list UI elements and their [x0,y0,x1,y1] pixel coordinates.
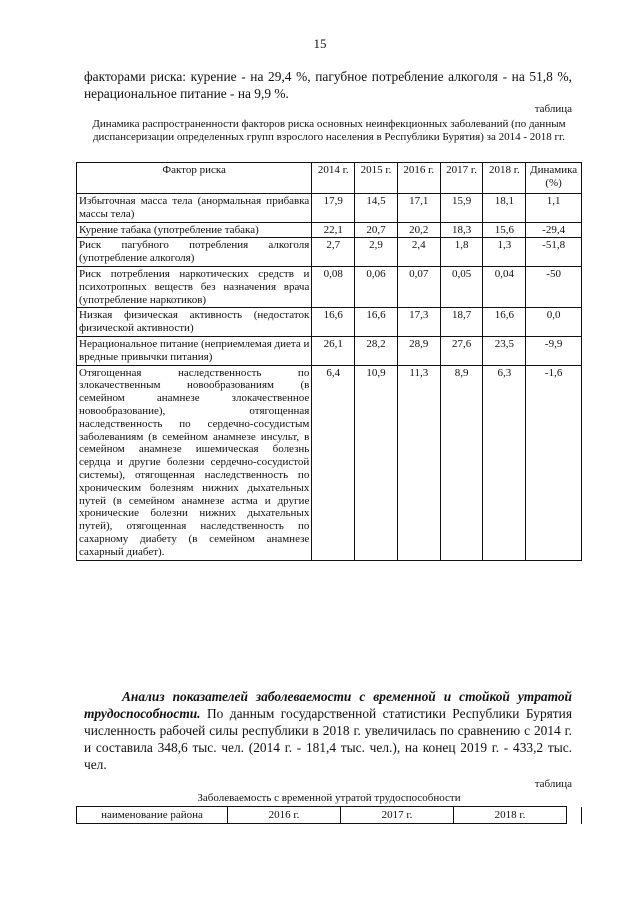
year-value-cell: 2,4 [397,238,440,267]
page-number: 15 [313,36,327,51]
year-value-cell: 18,3 [440,222,483,238]
table-row [77,308,582,337]
table-row [77,194,582,223]
risk-factor-name: Избыточная масса тела (анормальная прибавка массы тела) [77,194,312,223]
year-value-cell: 15,9 [440,194,483,223]
year-value-cell: 18,7 [440,308,483,337]
year-value-cell: 28,9 [397,336,440,365]
header-cell-empty [567,807,582,824]
risk-factor-name: Риск пагубного потребления алкоголя (употребление алкоголя) [77,238,312,267]
year-value-cell: 14,5 [355,194,398,223]
header-cell: 2017 г. [341,807,454,824]
table-row [77,222,582,238]
year-value-cell: 10,9 [355,365,398,560]
year-value-cell: 8,9 [440,365,483,560]
table2-caption: Заболеваемость с временной утратой трудоспособности [197,792,461,804]
analysis-paragraph [84,688,572,773]
table-row [77,266,582,307]
year-value-cell: 28,2 [355,336,398,365]
dynamics-cell: -29,4 [526,222,582,238]
year-value-cell: 26,1 [312,336,355,365]
dynamics-cell: -9,9 [526,336,582,365]
table-row [77,336,582,365]
header-cell: Фактор риска [77,163,312,194]
year-value-cell: 17,3 [397,308,440,337]
year-value-cell: 23,5 [483,336,526,365]
analysis-text: По данным государственной статистики Республики Бурятия численность рабочей силы республики в 2018 г. увеличилась по сравнению с 2014 г. и составила 348,6 тыс. чел. (2014 г. - 181,4 тыс. чел.), на конец 2019 г. - 433,2 тыс. чел. [84,706,572,772]
risk-factor-name: Отягощенная наследственность по злокачественным новообразованиям (в семейном анамнезе злокачественное новообразование), отягощенная наследственность по сердечно-сосудистым заболеваниям (в семейном анамнезе инсульт, в семейном анамнезе ишемическая болезнь сердца и другие болезни сердечно-сосудистой системы), отягощенная наследственность по хроническим болезням нижних дыхательных путей (в семейном анамнезе астма и другие хронические болезни нижних дыхательных путей), отягощенная наследственность по сахарному диабету (в семейном анамнезе сахарный диабет). [77,365,312,560]
analysis-lead: Анализ показателей заболеваемости с временной и стойкой утратой трудоспособности. [84,689,572,721]
header-cell: 2014 г. [312,163,355,194]
year-value-cell: 16,6 [355,308,398,337]
header-cell: 2017 г. [440,163,483,194]
dynamics-cell: -50 [526,266,582,307]
table2-label: таблица [534,778,572,790]
table-header-row [77,807,582,824]
risk-factor-name: Курение табака (употребление табака) [77,222,312,238]
risk-factor-name: Риск потребления наркотических средств и психотропных веществ без назначения врача (употребление наркотиков) [77,266,312,307]
year-value-cell: 0,04 [483,266,526,307]
year-value-cell: 20,2 [397,222,440,238]
year-value-cell: 2,7 [312,238,355,267]
risk-factor-name: Нерациональное питание (неприемлемая диета и вредные привычки питания) [77,336,312,365]
table-row [77,365,582,560]
header-cell: 2015 г. [355,163,398,194]
year-value-cell: 22,1 [312,222,355,238]
year-value-cell: 2,9 [355,238,398,267]
header-cell: Динамика (%) [526,163,582,194]
header-cell: 2016 г. [228,807,341,824]
header-cell: 2018 г. [483,163,526,194]
header-cell: наименование района [77,807,228,824]
year-value-cell: 0,08 [312,266,355,307]
dynamics-cell: -1,6 [526,365,582,560]
dynamics-cell: 0,0 [526,308,582,337]
table1-caption: Динамика распространенности факторов риска основных неинфекционных заболеваний (по данным диспансеризации определенных групп взрослого населения в Республики Бурятия) за 2014 - 2018 гг. [92,118,566,143]
year-value-cell: 1,3 [483,238,526,267]
intro-paragraph: факторами риска: курение - на 29,4 %, пагубное потребление алкоголя - на 51,8 %, нерациональное питание - на 9,9 %. [84,69,572,101]
year-value-cell: 20,7 [355,222,398,238]
year-value-cell: 17,1 [397,194,440,223]
risk-factors-table [76,162,582,561]
year-value-cell: 0,06 [355,266,398,307]
year-value-cell: 16,6 [483,308,526,337]
year-value-cell: 6,3 [483,365,526,560]
dynamics-cell: -51,8 [526,238,582,267]
year-value-cell: 11,3 [397,365,440,560]
year-value-cell: 18,1 [483,194,526,223]
year-value-cell: 0,05 [440,266,483,307]
table-row [77,238,582,267]
risk-factor-name: Низкая физическая активность (недостаток физической активности) [77,308,312,337]
dynamics-cell: 1,1 [526,194,582,223]
header-cell: 2018 г. [454,807,567,824]
year-value-cell: 6,4 [312,365,355,560]
year-value-cell: 15,6 [483,222,526,238]
year-value-cell: 27,6 [440,336,483,365]
morbidity-table [76,806,582,824]
table-header-row [77,163,582,194]
year-value-cell: 1,8 [440,238,483,267]
table1-label: таблица [534,103,572,115]
header-cell: 2016 г. [397,163,440,194]
year-value-cell: 0,07 [397,266,440,307]
year-value-cell: 17,9 [312,194,355,223]
year-value-cell: 16,6 [312,308,355,337]
